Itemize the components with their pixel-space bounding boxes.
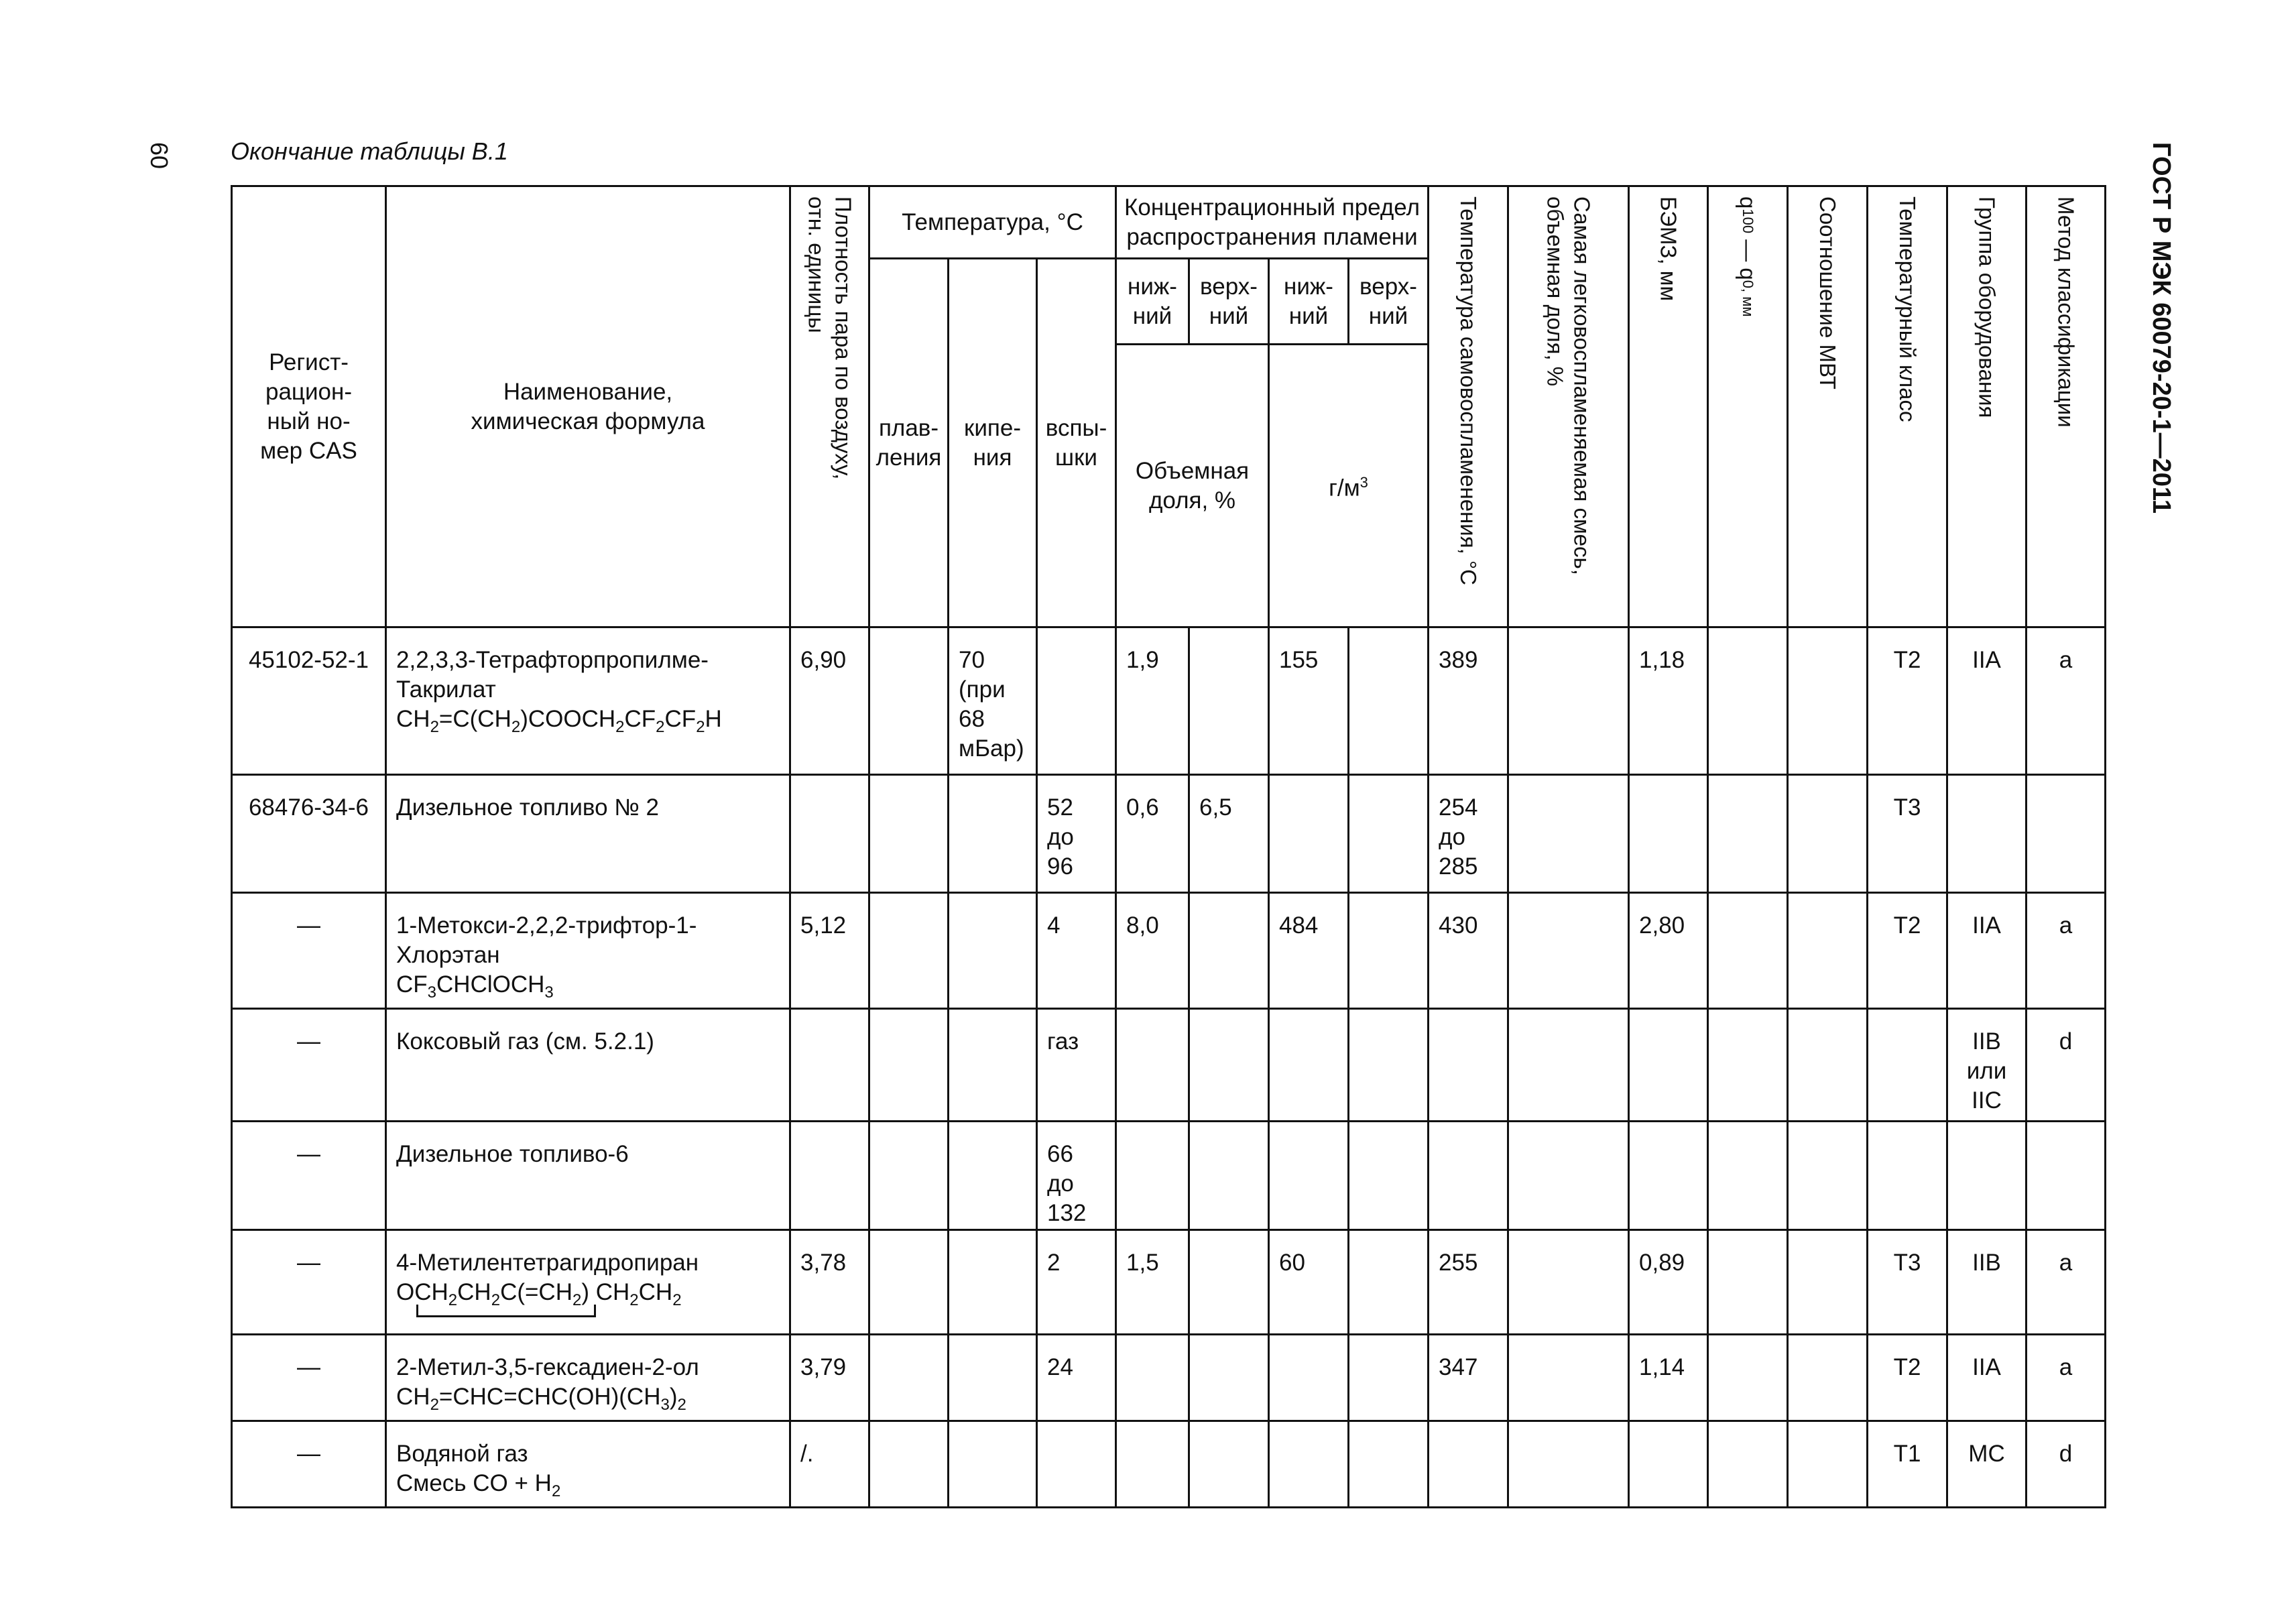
table-row bbox=[232, 1421, 2106, 1508]
upper-limit-g bbox=[1349, 1335, 1429, 1421]
substance-name: 2,2,3,3-Тетрафторпропилме- Такрилат $CH_2=C(CH_2)COOCH_2CF_2CF_2H$ bbox=[386, 627, 790, 775]
mic-ratio bbox=[1788, 1009, 1868, 1122]
mic-ratio bbox=[1788, 775, 1868, 893]
lower-limit-vol: 8,0 bbox=[1116, 893, 1189, 1009]
classification-method: a bbox=[2027, 893, 2106, 1009]
classification-method: a bbox=[2027, 1230, 2106, 1335]
autoignition-temp: 430 bbox=[1429, 893, 1508, 1009]
upper-limit-g bbox=[1349, 775, 1429, 893]
flash-point: 52 до 96 bbox=[1037, 775, 1116, 893]
chemical-formula: Смесь CO + $H_2$ bbox=[396, 1470, 561, 1500]
upper-limit-vol bbox=[1189, 1335, 1269, 1421]
vapor-density: 5,12 bbox=[790, 893, 869, 1009]
header-concentration-limit: Концентрационный предел распространения пламени bbox=[1116, 186, 1429, 259]
mesg-value bbox=[1629, 1122, 1708, 1230]
mesg-value: 0,89 bbox=[1629, 1230, 1708, 1335]
boiling-point bbox=[949, 1421, 1037, 1508]
mic-ratio bbox=[1788, 1122, 1868, 1230]
substance-name: Дизельное топливо № 2 bbox=[386, 775, 790, 893]
header-equipment-group: Группа оборудования bbox=[1947, 186, 2027, 627]
temperature-class bbox=[1868, 1122, 1947, 1230]
melting-point bbox=[869, 775, 949, 893]
substance-table bbox=[231, 185, 2106, 1508]
flash-point: 4 bbox=[1037, 893, 1116, 1009]
header-mesg: БЭМЗ, мм bbox=[1629, 186, 1708, 627]
melting-point bbox=[869, 1230, 949, 1335]
header-temperature-class: Температурный класс bbox=[1868, 186, 1947, 627]
lower-limit-vol: 0,6 bbox=[1116, 775, 1189, 893]
lower-limit-g bbox=[1269, 1009, 1349, 1122]
melting-point bbox=[869, 1335, 949, 1421]
autoignition-temp: 254 до 285 bbox=[1429, 775, 1508, 893]
lower-limit-g bbox=[1269, 1421, 1349, 1508]
vapor-density bbox=[790, 775, 869, 893]
temperature-class: T3 bbox=[1868, 775, 1947, 893]
lower-limit-vol bbox=[1116, 1009, 1189, 1122]
header-flash: вспы- шки bbox=[1037, 259, 1116, 627]
substance-name: Дизельное топливо-6 bbox=[386, 1122, 790, 1230]
lower-limit-vol: 1,5 bbox=[1116, 1230, 1189, 1335]
classification-method: d bbox=[2027, 1009, 2106, 1122]
header-lower-vol: ниж- ний bbox=[1116, 259, 1189, 345]
header-g-per-m3: $г/м^3$ bbox=[1269, 345, 1429, 627]
substance-name: 4-Метилентетрагидропиран $OCH_2CH_2C(=CH_2)$ $CH_2CH_2$ bbox=[386, 1230, 790, 1335]
equipment-group: IIA bbox=[1947, 627, 2027, 775]
table-row bbox=[232, 1230, 2106, 1335]
autoignition-temp: 389 bbox=[1429, 627, 1508, 775]
chemical-formula: $CF_3CHClOCH_3$ bbox=[396, 971, 554, 1002]
header-volume-fraction: Объемная доля, % bbox=[1116, 345, 1269, 627]
lower-limit-g: 60 bbox=[1269, 1230, 1349, 1335]
header-lower-g: ниж- ний bbox=[1269, 259, 1349, 345]
table-continuation-title: Окончание таблицы В.1 bbox=[231, 137, 508, 165]
table-row bbox=[232, 1335, 2106, 1421]
upper-limit-g bbox=[1349, 1009, 1429, 1122]
ignitable-mixture bbox=[1508, 775, 1629, 893]
classification-method bbox=[2027, 775, 2106, 893]
lower-limit-vol bbox=[1116, 1335, 1189, 1421]
substance-name: 2-Метил-3,5-гексадиен-2-ол $CH_2=CHC=CHC(OH)(CH_3)_2$ bbox=[386, 1335, 790, 1421]
q100-value bbox=[1708, 1122, 1788, 1230]
vapor-density: /. bbox=[790, 1421, 869, 1508]
lower-limit-g bbox=[1269, 775, 1349, 893]
equipment-group: MC bbox=[1947, 1421, 2027, 1508]
flash-point: 2 bbox=[1037, 1230, 1116, 1335]
equipment-group bbox=[1947, 775, 2027, 893]
table-row bbox=[232, 627, 2106, 775]
classification-method: a bbox=[2027, 627, 2106, 775]
header-q100: q100 — q0, мм bbox=[1708, 186, 1788, 627]
lower-limit-vol: 1,9 bbox=[1116, 627, 1189, 775]
temperature-class: T3 bbox=[1868, 1230, 1947, 1335]
mesg-value: 1,14 bbox=[1629, 1335, 1708, 1421]
substance-name: Водяной газ Смесь CO + $H_2$ bbox=[386, 1421, 790, 1508]
header-ignitable-mixture: Самая легковоспламеняемая смесь, объемная доля, % bbox=[1508, 186, 1629, 627]
vapor-density: 3,79 bbox=[790, 1335, 869, 1421]
cas-number: — bbox=[232, 1421, 386, 1508]
chemical-formula: $CH_2=CHC=CHC(OH)(CH_3)_2$ bbox=[396, 1384, 686, 1414]
header-row-1 bbox=[232, 186, 2106, 259]
upper-limit-vol bbox=[1189, 1421, 1269, 1508]
table-row bbox=[232, 775, 2106, 893]
lower-limit-g: 155 bbox=[1269, 627, 1349, 775]
mic-ratio bbox=[1788, 627, 1868, 775]
q100-value bbox=[1708, 1421, 1788, 1508]
upper-limit-vol bbox=[1189, 1009, 1269, 1122]
ignitable-mixture bbox=[1508, 1230, 1629, 1335]
substance-name: Коксовый газ (см. 5.2.1) bbox=[386, 1009, 790, 1122]
melting-point bbox=[869, 1122, 949, 1230]
header-mic-ratio: Соотношение МВТ bbox=[1788, 186, 1868, 627]
equipment-group: IIA bbox=[1947, 1335, 2027, 1421]
mesg-value: 2,80 bbox=[1629, 893, 1708, 1009]
boiling-point bbox=[949, 1335, 1037, 1421]
q100-value bbox=[1708, 775, 1788, 893]
classification-method: a bbox=[2027, 1335, 2106, 1421]
upper-limit-g bbox=[1349, 627, 1429, 775]
equipment-group: IIB или IIC bbox=[1947, 1009, 2027, 1122]
cas-number: — bbox=[232, 1009, 386, 1122]
boiling-point bbox=[949, 775, 1037, 893]
vapor-density bbox=[790, 1122, 869, 1230]
mesg-value bbox=[1629, 1421, 1708, 1508]
ring-bond-bracket bbox=[416, 1305, 596, 1317]
header-vapor-density: Плотность пара по воздуху, отн. единицы bbox=[790, 186, 869, 627]
equipment-group bbox=[1947, 1122, 2027, 1230]
cas-number: 68476-34-6 bbox=[232, 775, 386, 893]
upper-limit-g bbox=[1349, 1230, 1429, 1335]
flash-point bbox=[1037, 1421, 1116, 1508]
equipment-group: IIA bbox=[1947, 893, 2027, 1009]
autoignition-temp: 347 bbox=[1429, 1335, 1508, 1421]
vapor-density bbox=[790, 1009, 869, 1122]
equipment-group: IIB bbox=[1947, 1230, 2027, 1335]
q100-value bbox=[1708, 1335, 1788, 1421]
temperature-class: T2 bbox=[1868, 1335, 1947, 1421]
melting-point bbox=[869, 1421, 949, 1508]
cas-number: — bbox=[232, 1230, 386, 1335]
q100-value bbox=[1708, 627, 1788, 775]
flash-point: 66 до 132 bbox=[1037, 1122, 1116, 1230]
mic-ratio bbox=[1788, 893, 1868, 1009]
cas-number: — bbox=[232, 1335, 386, 1421]
document-code: ГОСТ Р МЭК 60079-20-1—2011 bbox=[2147, 142, 2175, 514]
q100-value bbox=[1708, 893, 1788, 1009]
header-upper-vol: верх- ний bbox=[1189, 259, 1269, 345]
autoignition-temp bbox=[1429, 1009, 1508, 1122]
substance-name: 1-Метокси-2,2,2-трифтор-1- Хлорэтан $CF_3CHClOCH_3$ bbox=[386, 893, 790, 1009]
chemical-formula: $OCH_2CH_2C(=CH_2)$ $CH_2CH_2$ bbox=[396, 1278, 780, 1315]
autoignition-temp bbox=[1429, 1421, 1508, 1508]
header-cas: Регист- рацион- ный но- мер CAS bbox=[232, 186, 386, 627]
mic-ratio bbox=[1788, 1421, 1868, 1508]
melting-point bbox=[869, 893, 949, 1009]
autoignition-temp bbox=[1429, 1122, 1508, 1230]
header-melting: плав- ления bbox=[869, 259, 949, 627]
cas-number: — bbox=[232, 893, 386, 1009]
header-name: Наименование, химическая формула bbox=[386, 186, 790, 627]
upper-limit-g bbox=[1349, 1421, 1429, 1508]
autoignition-temp: 255 bbox=[1429, 1230, 1508, 1335]
classification-method: d bbox=[2027, 1421, 2106, 1508]
lower-limit-vol bbox=[1116, 1421, 1189, 1508]
lower-limit-g bbox=[1269, 1335, 1349, 1421]
table-row bbox=[232, 1009, 2106, 1122]
mesg-value bbox=[1629, 1009, 1708, 1122]
vapor-density: 6,90 bbox=[790, 627, 869, 775]
q100-value bbox=[1708, 1009, 1788, 1122]
header-classification-method: Метод классификации bbox=[2027, 186, 2106, 627]
mesg-value: 1,18 bbox=[1629, 627, 1708, 775]
ignitable-mixture bbox=[1508, 1122, 1629, 1230]
temperature-class bbox=[1868, 1009, 1947, 1122]
mic-ratio bbox=[1788, 1230, 1868, 1335]
ignitable-mixture bbox=[1508, 1335, 1629, 1421]
ignitable-mixture bbox=[1508, 893, 1629, 1009]
upper-limit-vol bbox=[1189, 1230, 1269, 1335]
lower-limit-g: 484 bbox=[1269, 893, 1349, 1009]
table-row bbox=[232, 893, 2106, 1009]
melting-point bbox=[869, 627, 949, 775]
temperature-class: T2 bbox=[1868, 893, 1947, 1009]
mic-ratio bbox=[1788, 1335, 1868, 1421]
lower-limit-vol bbox=[1116, 1122, 1189, 1230]
ignitable-mixture bbox=[1508, 1009, 1629, 1122]
upper-limit-g bbox=[1349, 1122, 1429, 1230]
classification-method bbox=[2027, 1122, 2106, 1230]
ignitable-mixture bbox=[1508, 627, 1629, 775]
upper-limit-vol bbox=[1189, 893, 1269, 1009]
header-upper-g: верх- ний bbox=[1349, 259, 1429, 345]
flash-point bbox=[1037, 627, 1116, 775]
header-temperature: Температура, °C bbox=[869, 186, 1116, 259]
flash-point: 24 bbox=[1037, 1335, 1116, 1421]
upper-limit-vol bbox=[1189, 627, 1269, 775]
cas-number: 45102-52-1 bbox=[232, 627, 386, 775]
temperature-class: T1 bbox=[1868, 1421, 1947, 1508]
header-boiling: кипе- ния bbox=[949, 259, 1037, 627]
mesg-value bbox=[1629, 775, 1708, 893]
page-number: 60 bbox=[145, 142, 173, 170]
chemical-formula: $CH_2=C(CH_2)COOCH_2CF_2CF_2H$ bbox=[396, 706, 722, 736]
upper-limit-vol: 6,5 bbox=[1189, 775, 1269, 893]
ignitable-mixture bbox=[1508, 1421, 1629, 1508]
boiling-point bbox=[949, 1009, 1037, 1122]
vapor-density: 3,78 bbox=[790, 1230, 869, 1335]
upper-limit-g bbox=[1349, 893, 1429, 1009]
header-autoignition: Температура самовоспламенения, °C bbox=[1429, 186, 1508, 627]
temperature-class: T2 bbox=[1868, 627, 1947, 775]
melting-point bbox=[869, 1009, 949, 1122]
boiling-point bbox=[949, 893, 1037, 1009]
table-row bbox=[232, 1122, 2106, 1230]
q100-value bbox=[1708, 1230, 1788, 1335]
flash-point: газ bbox=[1037, 1009, 1116, 1122]
cas-number: — bbox=[232, 1122, 386, 1230]
boiling-point bbox=[949, 1122, 1037, 1230]
boiling-point: 70 (при 68 мБар) bbox=[949, 627, 1037, 775]
upper-limit-vol bbox=[1189, 1122, 1269, 1230]
boiling-point bbox=[949, 1230, 1037, 1335]
lower-limit-g bbox=[1269, 1122, 1349, 1230]
